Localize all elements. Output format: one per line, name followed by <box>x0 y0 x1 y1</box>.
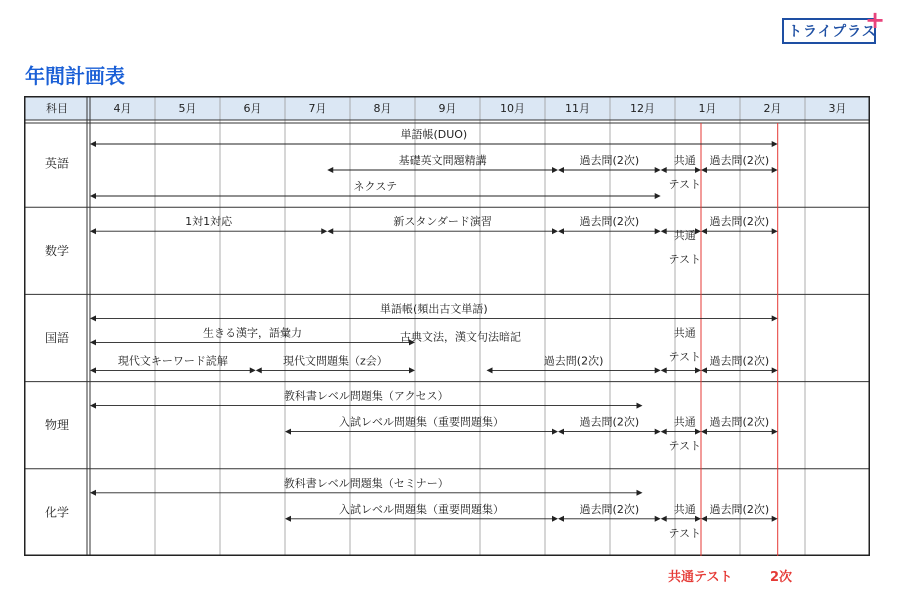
header-month: 10月 <box>500 102 525 115</box>
arrow-head-left <box>661 516 667 522</box>
bar-label: 単語帳(頻出古文単語) <box>380 302 488 316</box>
bar-label: 教科書レベル問題集（アクセス） <box>283 389 449 403</box>
arrow-head-left <box>90 339 96 345</box>
bar-label: 古典文法，漢文句法暗記 <box>400 330 521 344</box>
header-month: 8月 <box>373 102 392 115</box>
arrow-head-left <box>90 490 96 496</box>
common-test-note: テスト <box>668 350 702 364</box>
header-month: 2月 <box>763 102 782 115</box>
arrow-head-right <box>552 167 558 173</box>
header-month: 5月 <box>178 102 197 115</box>
arrow-head-left <box>558 228 564 234</box>
arrow-head-right <box>552 228 558 234</box>
header-month: 4月 <box>113 102 132 115</box>
arrow-head-right <box>655 228 661 234</box>
arrow-head-left <box>558 516 564 522</box>
arrow-head-left <box>90 315 96 321</box>
arrow-head-left <box>90 141 96 147</box>
arrow-head-right <box>655 167 661 173</box>
bar-label: 教科書レベル問題集（セミナー） <box>283 476 449 490</box>
arrow-head-right <box>655 429 661 435</box>
bar-label: 過去問(2次) <box>579 502 640 516</box>
arrow-head-left <box>701 429 707 435</box>
subject-name: 数学 <box>44 243 70 258</box>
common-test-note: 共通 <box>673 326 696 340</box>
common-test-note: 共通 <box>673 229 696 243</box>
logo <box>782 6 886 46</box>
arrow-head-left <box>558 429 564 435</box>
arrow-head-right <box>772 228 778 234</box>
arrow-head-right <box>321 228 327 234</box>
bar-label: 基礎英文問題精講 <box>398 154 487 167</box>
arrow-head-left <box>701 167 707 173</box>
header-month: 3月 <box>828 102 847 115</box>
arrow-head-left <box>285 429 291 435</box>
arrow-head-right <box>772 167 778 173</box>
subject-name: 英語 <box>44 156 70 171</box>
bar-label: 過去問(2次) <box>579 415 640 429</box>
arrow-head-right <box>655 516 661 522</box>
logo-plus-icon: + <box>865 6 886 34</box>
page-title: 年間計画表 <box>25 64 125 88</box>
header-month: 11月 <box>565 102 590 115</box>
bar-label: 入試レベル問題集（重要問題集） <box>339 502 504 516</box>
arrow-head-right <box>409 367 415 373</box>
arrow-head-right <box>655 193 661 199</box>
common-test-note: テスト <box>668 526 702 540</box>
bar-label: 過去問(2次) <box>543 354 604 368</box>
header-month: 1月 <box>698 102 717 115</box>
common-test-note: 共通 <box>673 415 696 429</box>
bar-label: 過去問(2次) <box>579 154 640 167</box>
arrow-head-left <box>661 167 667 173</box>
common-test-note: テスト <box>668 253 702 267</box>
arrow-head-left <box>701 228 707 234</box>
bar-label: ネクステ <box>353 180 398 193</box>
bar-label: 生きる漢字，語彙力 <box>203 326 302 340</box>
arrow-head-right <box>772 367 778 373</box>
arrow-head-left <box>90 228 96 234</box>
arrow-head-right <box>772 315 778 321</box>
bar-label: 過去問(2次) <box>709 502 770 516</box>
bar-label: 入試レベル問題集（重要問題集） <box>339 415 504 429</box>
arrow-head-left <box>90 193 96 199</box>
schedule-grid <box>24 96 870 556</box>
bar-label: 現代文キーワード読解 <box>117 354 228 368</box>
subject-name: 国語 <box>44 331 70 345</box>
bar-label: 過去問(2次) <box>709 215 770 229</box>
header-month: 12月 <box>630 102 655 115</box>
bar-label: 過去問(2次) <box>709 354 770 368</box>
arrow-head-left <box>487 367 493 373</box>
arrow-head-right <box>695 167 701 173</box>
arrow-head-left <box>558 167 564 173</box>
arrow-head-right <box>695 228 701 234</box>
header-month: 7月 <box>308 102 327 115</box>
arrow-head-right <box>772 429 778 435</box>
arrow-head-left <box>256 367 262 373</box>
header-month: 9月 <box>438 102 457 115</box>
arrow-head-left <box>90 403 96 409</box>
bar-label: 新スタンダード演習 <box>393 215 492 229</box>
common-test-note: 共通 <box>673 154 696 167</box>
arrow-head-right <box>695 429 701 435</box>
schedule-table <box>24 96 870 556</box>
arrow-head-right <box>637 403 643 409</box>
arrow-head-right <box>552 429 558 435</box>
arrow-head-right <box>695 367 701 373</box>
bar-label: 過去問(2次) <box>709 154 770 167</box>
bar-label: 1対1対応 <box>185 215 233 229</box>
arrow-head-left <box>327 228 333 234</box>
header-month: 6月 <box>243 102 262 115</box>
subject-name: 物理 <box>44 418 70 433</box>
arrow-head-left <box>661 429 667 435</box>
arrow-head-left <box>661 367 667 373</box>
bar-label: 現代文問題集（z会） <box>282 354 388 368</box>
arrow-head-left <box>90 367 96 373</box>
arrow-head-right <box>250 367 256 373</box>
arrow-head-left <box>327 167 333 173</box>
bar-label: 単語帳(DUO) <box>400 128 468 141</box>
subject-name: 化学 <box>44 505 70 520</box>
arrow-head-right <box>772 141 778 147</box>
arrow-head-right <box>695 516 701 522</box>
bar-label: 過去問(2次) <box>579 215 640 229</box>
arrow-head-right <box>637 490 643 496</box>
arrow-head-left <box>285 516 291 522</box>
bar-label: 過去問(2次) <box>709 415 770 429</box>
arrow-head-left <box>701 367 707 373</box>
header-subject: 科目 <box>46 102 68 115</box>
logo-text: トライプラス <box>788 24 877 40</box>
common-test-note: テスト <box>668 178 702 191</box>
common-test-note: 共通 <box>673 502 696 516</box>
arrow-head-left <box>661 228 667 234</box>
legend-second-exam: 2次 <box>770 570 793 585</box>
common-test-note: テスト <box>668 439 702 453</box>
arrow-head-right <box>772 516 778 522</box>
arrow-head-left <box>701 516 707 522</box>
legend-common-test: 共通テスト <box>668 570 733 585</box>
arrow-head-right <box>655 367 661 373</box>
arrow-head-right <box>552 516 558 522</box>
